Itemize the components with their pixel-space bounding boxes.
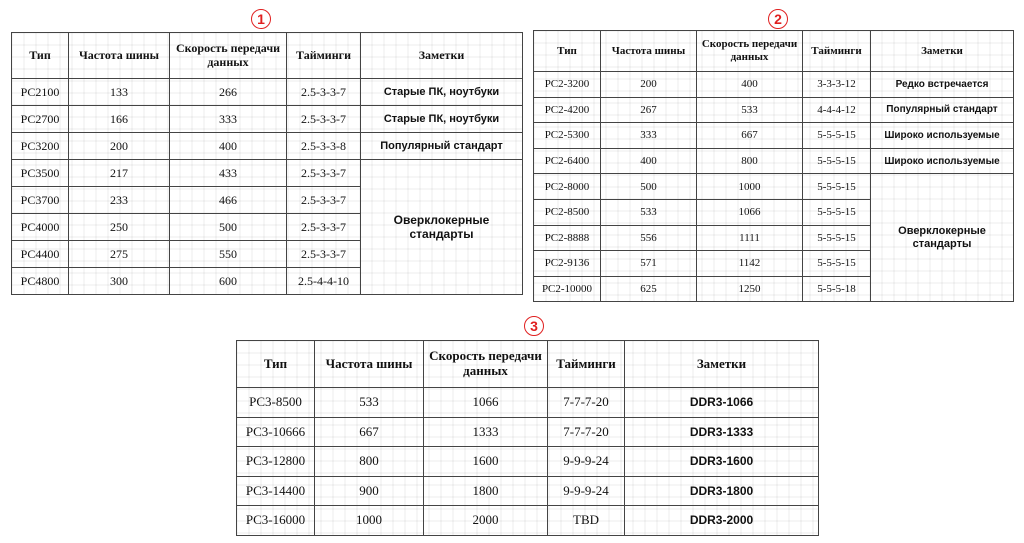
cell-note: DDR3-1066 [625,388,819,418]
cell-type: PC2-6400 [534,148,601,174]
cell-speed: 1800 [424,476,548,506]
cell-bus: 250 [69,214,170,241]
cell-bus: 300 [69,268,170,295]
header-bus-frequency: Частота шины [69,33,170,79]
cell-bus: 333 [601,123,697,149]
cell-timings: 2.5-3-3-7 [287,106,361,133]
header-transfer-speed: Скорость передачи данных [697,31,803,72]
table-row [12,106,523,133]
cell-type: PC3-12800 [237,447,315,477]
cell-speed: 550 [170,241,287,268]
cell-type: PC3200 [12,133,69,160]
cell-note: Старые ПК, ноутбуки [361,79,523,106]
header-bus-frequency: Частота шины [315,341,424,388]
table-row [534,97,1014,123]
table-header-row [534,31,1014,72]
cell-timings: 3-3-3-12 [803,72,871,98]
cell-speed: 800 [697,148,803,174]
cell-note: DDR3-1600 [625,447,819,477]
table-header-row [237,341,819,388]
table-row [12,160,523,187]
header-timings: Тайминги [287,33,361,79]
cell-type: PC3700 [12,187,69,214]
cell-bus: 275 [69,241,170,268]
cell-type: PC3-10666 [237,417,315,447]
cell-speed: 667 [697,123,803,149]
cell-bus: 133 [69,79,170,106]
cell-bus: 267 [601,97,697,123]
cell-timings: 2.5-3-3-7 [287,241,361,268]
cell-note: Популярный стандарт [871,97,1014,123]
overclock-note: Оверклокерные стандарты [871,174,1014,302]
cell-bus: 233 [69,187,170,214]
cell-type: PC2-5300 [534,123,601,149]
cell-speed: 1066 [697,199,803,225]
cell-timings: 2.5-3-3-7 [287,79,361,106]
cell-speed: 1333 [424,417,548,447]
cell-bus: 166 [69,106,170,133]
cell-timings: 5-5-5-18 [803,276,871,302]
cell-speed: 1600 [424,447,548,477]
cell-speed: 600 [170,268,287,295]
cell-bus: 800 [315,447,424,477]
cell-type: PC4000 [12,214,69,241]
cell-speed: 433 [170,160,287,187]
cell-timings: 2.5-4-4-10 [287,268,361,295]
header-type: Тип [237,341,315,388]
header-notes: Заметки [871,31,1014,72]
ddr3-spec-table [236,340,819,536]
cell-speed: 1142 [697,251,803,277]
cell-type: PC3-8500 [237,388,315,418]
header-bus-frequency: Частота шины [601,31,697,72]
cell-speed: 2000 [424,506,548,536]
cell-speed: 1066 [424,388,548,418]
cell-timings: 2.5-3-3-7 [287,160,361,187]
cell-note: Редко встречается [871,72,1014,98]
cell-speed: 266 [170,79,287,106]
table-row [534,148,1014,174]
cell-note: Широко используемые [871,123,1014,149]
cell-type: PC2700 [12,106,69,133]
cell-note: Популярный стандарт [361,133,523,160]
cell-bus: 533 [601,199,697,225]
cell-speed: 400 [170,133,287,160]
cell-bus: 667 [315,417,424,447]
cell-type: PC2-8500 [534,199,601,225]
cell-type: PC2-4200 [534,97,601,123]
cell-timings: 7-7-7-20 [548,417,625,447]
cell-note: Старые ПК, ноутбуки [361,106,523,133]
cell-timings: 2.5-3-3-8 [287,133,361,160]
cell-type: PC3500 [12,160,69,187]
cell-timings: 2.5-3-3-7 [287,187,361,214]
header-transfer-speed: Скорость передачи данных [170,33,287,79]
cell-note: DDR3-1800 [625,476,819,506]
table-row [237,506,819,536]
cell-bus: 625 [601,276,697,302]
header-timings: Тайминги [803,31,871,72]
cell-timings: 5-5-5-15 [803,251,871,277]
header-timings: Тайминги [548,341,625,388]
cell-speed: 500 [170,214,287,241]
header-type: Тип [12,33,69,79]
cell-speed: 466 [170,187,287,214]
header-notes: Заметки [625,341,819,388]
table-number-badge-1: 1 [251,9,271,29]
cell-timings: 2.5-3-3-7 [287,214,361,241]
cell-timings: 7-7-7-20 [548,388,625,418]
table-row [237,388,819,418]
cell-timings: 5-5-5-15 [803,148,871,174]
cell-speed: 1000 [697,174,803,200]
cell-note: DDR3-2000 [625,506,819,536]
cell-timings: 5-5-5-15 [803,174,871,200]
ddr2-spec-table [533,30,1014,302]
cell-timings: 9-9-9-24 [548,447,625,477]
cell-type: PC3-14400 [237,476,315,506]
cell-bus: 217 [69,160,170,187]
cell-timings: TBD [548,506,625,536]
cell-bus: 200 [69,133,170,160]
cell-timings: 5-5-5-15 [803,123,871,149]
header-transfer-speed: Скорость передачи данных [424,341,548,388]
cell-type: PC4800 [12,268,69,295]
cell-bus: 556 [601,225,697,251]
table-header-row [12,33,523,79]
cell-bus: 400 [601,148,697,174]
cell-type: PC2-3200 [534,72,601,98]
table-row [534,174,1014,200]
header-notes: Заметки [361,33,523,79]
table-row [237,476,819,506]
cell-timings: 5-5-5-15 [803,199,871,225]
table-number-badge-3: 3 [524,316,544,336]
cell-bus: 1000 [315,506,424,536]
cell-note: DDR3-1333 [625,417,819,447]
cell-speed: 533 [697,97,803,123]
ddr-spec-table [11,32,523,295]
cell-type: PC2-9136 [534,251,601,277]
cell-speed: 333 [170,106,287,133]
cell-speed: 400 [697,72,803,98]
cell-bus: 500 [601,174,697,200]
table-row [12,133,523,160]
cell-type: PC2-8888 [534,225,601,251]
cell-timings: 9-9-9-24 [548,476,625,506]
cell-timings: 5-5-5-15 [803,225,871,251]
cell-type: PC2-8000 [534,174,601,200]
cell-note: Широко используемые [871,148,1014,174]
cell-timings: 4-4-4-12 [803,97,871,123]
cell-type: PC2-10000 [534,276,601,302]
table-row [534,72,1014,98]
cell-bus: 533 [315,388,424,418]
cell-bus: 900 [315,476,424,506]
table-row [237,417,819,447]
cell-type: PC4400 [12,241,69,268]
header-type: Тип [534,31,601,72]
cell-speed: 1250 [697,276,803,302]
table-row [237,447,819,477]
cell-bus: 200 [601,72,697,98]
overclock-note: Оверклокерные стандарты [361,160,523,295]
cell-speed: 1111 [697,225,803,251]
cell-bus: 571 [601,251,697,277]
cell-type: PC3-16000 [237,506,315,536]
table-row [12,79,523,106]
table-number-badge-2: 2 [768,9,788,29]
cell-type: PC2100 [12,79,69,106]
table-row [534,123,1014,149]
